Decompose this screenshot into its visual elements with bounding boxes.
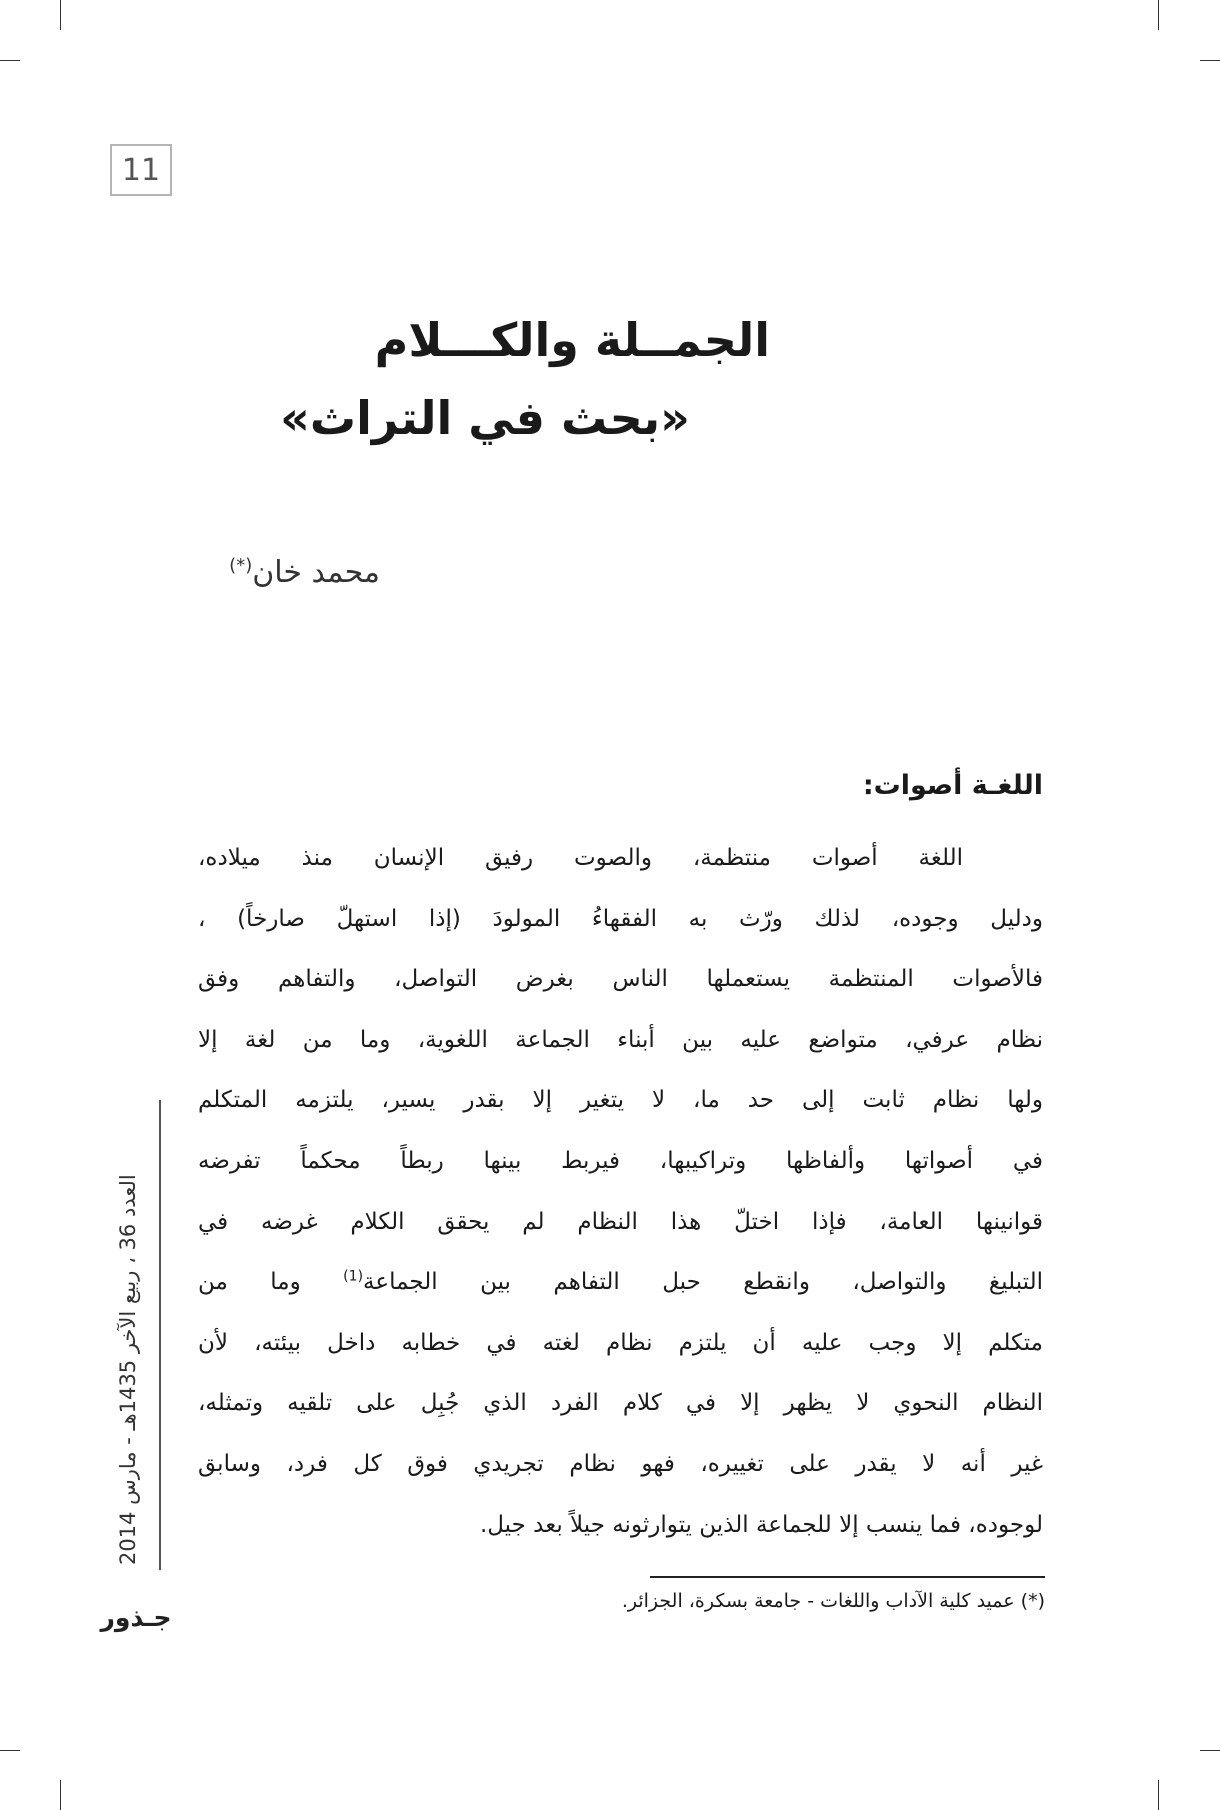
body-line: ودليل وجوده، لذلك ورّث به الفقهاءُ المولودَ (إذا استهلّ صارخاً) ، xyxy=(198,905,1043,932)
crop-mark xyxy=(60,0,61,30)
crop-mark xyxy=(1158,1780,1159,1810)
section-heading: اللغـة أصوات: xyxy=(862,770,1043,801)
crop-mark xyxy=(1158,0,1159,30)
issue-info: العدد 36 ، ربيع الآخر 1435هـ - مارس 2014 xyxy=(116,1174,140,1565)
footnote-divider xyxy=(650,1576,1045,1578)
crop-mark xyxy=(1200,1750,1220,1751)
author-name: محمد خان xyxy=(252,555,380,590)
footnote-text: عميد كلية الآداب واللغات - جامعة بسكرة، الجزائر. xyxy=(621,1590,1015,1612)
body-line: اللغة أصوات منتظمة، والصوت رفيق الإنسان منذ ميلاده، xyxy=(198,845,963,871)
body-line: لوجوده، فما ينسب إلا للجماعة الذين يتوارثونه جيلاً بعد جيل. xyxy=(479,1511,1043,1538)
body-line: نظام عرفي، متواضع عليه بين أبناء الجماعة اللغوية، وما من لغة إلا xyxy=(198,1026,1043,1053)
crop-mark xyxy=(60,1780,61,1810)
body-paragraph xyxy=(198,828,1043,1555)
article-subtitle: «بحث في التراث» xyxy=(280,391,690,445)
footnote-marker: (*) xyxy=(1020,1590,1045,1612)
body-line: متكلم إلا وجب عليه أن يلتزم نظام لغته في خطابه داخل بيئته، لأن xyxy=(198,1329,1043,1356)
body-line: في أصواتها وألفاظها وتراكيبها، فيربط بينها ربطاً محكماً تفرضه xyxy=(198,1147,1043,1174)
footnote-ref: (1) xyxy=(343,1268,364,1285)
side-divider xyxy=(159,1100,161,1570)
body-line-text: التبليغ والتواصل، وانقطع حبل التفاهم بين الجماعة xyxy=(363,1269,1043,1296)
page-number: 11 xyxy=(110,144,172,196)
crop-mark xyxy=(0,60,20,61)
body-line-continuation: وما من xyxy=(198,1269,301,1296)
crop-mark xyxy=(0,1750,20,1751)
body-line: غير أنه لا يقدر على تغييره، فهو نظام تجريدي فوق كل فرد، وسابق xyxy=(198,1450,1043,1477)
journal-logo: جـذور xyxy=(100,1603,172,1632)
body-line: فالأصوات المنتظمة يستعملها الناس بغرض التواصل، والتفاهم وفق xyxy=(198,966,1043,993)
author-line xyxy=(170,555,380,590)
body-line: قوانينها العامة، فإذا اختلّ هذا النظام لم يحقق الكلام غرضه في xyxy=(198,1208,1043,1235)
body-line-with-ref xyxy=(198,1252,1043,1313)
body-line: النظام النحوي لا يظهر إلا في كلام الفرد الذي جُبِل على تلقيه وتمثله، xyxy=(198,1390,1043,1417)
body-line: ولها نظام ثابت إلى حد ما، لا يتغير إلا بقدر يسير، يلتزمه المتكلم xyxy=(198,1087,1043,1114)
author-footnote-marker: (*) xyxy=(229,555,253,576)
footnote xyxy=(490,1590,1045,1612)
article-title: الجمــلة والكـــلام xyxy=(374,313,770,367)
crop-mark xyxy=(1200,60,1220,61)
